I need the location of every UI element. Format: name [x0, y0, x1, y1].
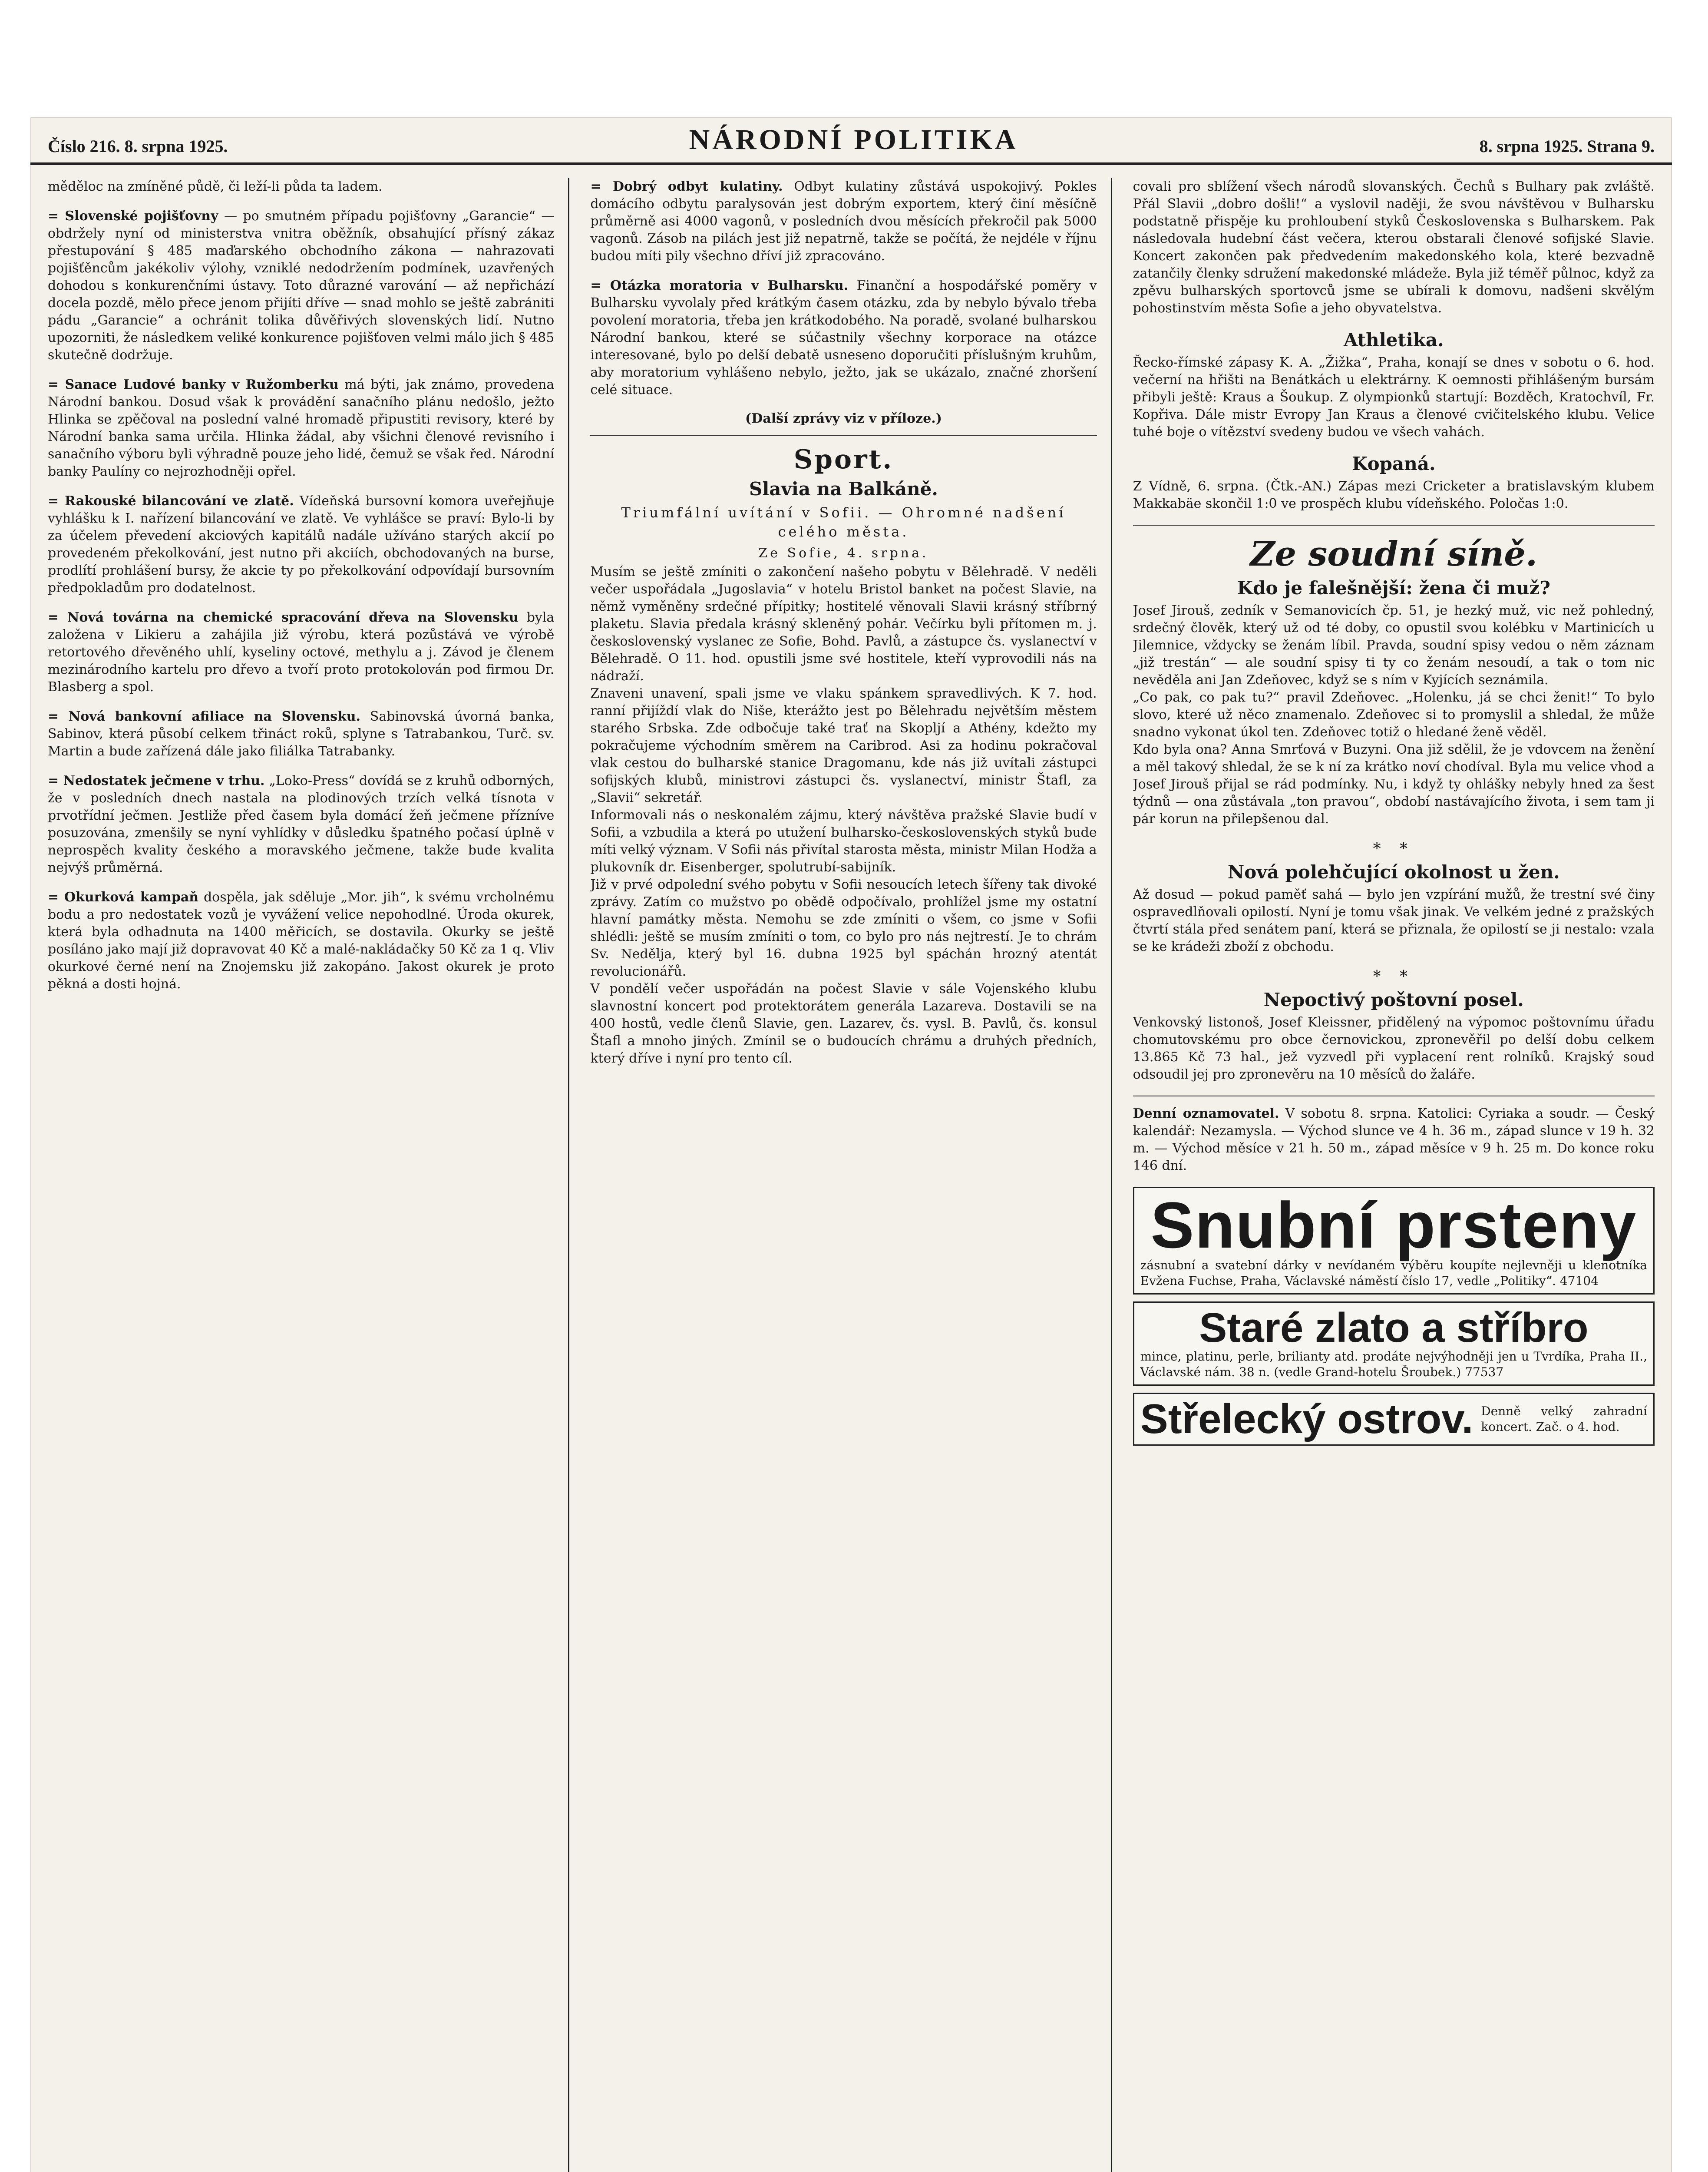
section-title-kopana: Kopaná. [1352, 453, 1436, 474]
paragraph: „Co pak, co pak tu?“ pravil Zdeňovec. „Holenku, já se chci ženit!“ To bylo slovo, které už něco znamenalo. Zdeňovec si to promyslil a shledal, že může snadno vykonat úkol ten. Zdeňovec totiž o hledané ženě věděl. [1133, 690, 1655, 740]
article-text: Odbyt kulatiny zůstává uspokojivý. Pokles domácího odbytu paralysován jest dobrým exportem, který činí měsíčně průměrně asi 4000 vagonů, v posledních dvou měsících překročil pak 5000 vagonů. Zásob na pilách jest již nepatrně, takže se počítá, že nejdéle v říjnu budou míti pily všechno dříví již zpracováno. [590, 179, 1097, 264]
ad-text: mince, platinu, perle, brilianty atd. prodáte nejvýhodněji jen u Tvrdíka, Praha II., Václavské nám. 38 n. (vedle Grand-hotelu Šroubek.) 77537 [1140, 1349, 1647, 1379]
section-title-soud: Ze soudní síně. [1250, 534, 1538, 574]
article-lead: = Dobrý odbyt kulatiny. [590, 179, 783, 194]
article-lead: = Okurková kampaň [48, 890, 199, 905]
paragraph: covali pro sblížení všech národů slovanských. Čechů s Bulhary pak zvláště. Přál Slavii „dobro došli!“ a vyslovil naději, že svou návštěvou v Bulharsku podstatně přispěje ku prohloubení styků Československa s Bulharskem. Pak následovala hudební část večera, kterou obstarali členové sofijské Slavie. Koncert zakončen pak předvedením makedonského kola, které bezvadně zatančily členky sdružení makedonské mládeže. Byla již téměř půlnoc, když za zpěvu bulharských sportovců jsme se ubírali k domovu, nadšeni skvělým pohostinstvím města Sofie a jeho obyvatelstva. [1133, 179, 1655, 316]
column-2 [590, 178, 1112, 2172]
ad-title: Střelecký ostrov. [1140, 1396, 1473, 1442]
advertisement-stare-zlato [1133, 1301, 1655, 1386]
article-text: Sabinovská úvorná banka, Sabinov, která působí celkem třináct roků, splyne s Tatrabankou, Turč. sv. Martin a bude zařízená dále jako filiálka Tatrabanky. [48, 709, 555, 759]
article-continued [1133, 178, 1655, 317]
article-headline: Kdo je falešnější: žena či muž? [1237, 577, 1551, 599]
advertisement-strelecky-ostrov [1133, 1393, 1655, 1446]
newspaper-title: NÁRODNÍ POLITIKA [689, 124, 1018, 156]
more-news-note: (Další zprávy viz v příloze.) [745, 411, 942, 426]
article-lead: = Slovenské pojišťovny [48, 209, 218, 224]
article-headline: Slavia na Balkáně. [749, 478, 938, 500]
article-soudni-sin [1133, 602, 1655, 828]
article-text: měděloc na zmíněné půdě, či leží-li půda ta ladem. [48, 179, 383, 194]
article-polehcujici-okolnost [1133, 886, 1655, 956]
article-text: má býti, jak známo, provedena Národní bankou. Dosud však k provádění sanačního plánu nedošlo, ježto Hlinka se zpěčoval na poslední valné hromadě připustiti revisory, které by Národní banka sama určila. Hlinka žádal, aby všichni členové revisního i sanačního výboru byli výhradně pouze jeho lidé, čemuž se však řed. Národní banky Paulíny co nejrozhodněji opřel. [48, 377, 555, 479]
article-subheadline: Triumfální uvítání v Sofii. — Ohromné nadšení celého města. [621, 504, 1066, 540]
article-headline: Nová polehčující okolnost u žen. [1227, 861, 1560, 883]
columns [48, 178, 1655, 2172]
ad-text: Denně velký zahradní koncert. Zač. o 4. hod. [1481, 1404, 1647, 1434]
newspaper-page [30, 117, 1672, 2172]
article-text: V sobotu 8. srpna. Katolici: Cyriaka a soudr. — Český kalendář: Nezamysla. — Východ slunce ve 4 h. 36 m., západ slunce v 19 h. 32 m. — Východ měsíce v 21 h. 50 m., západ měsíce v 9 h. 25 m. Do konce roku 146 dní. [1133, 1106, 1655, 1173]
article [48, 178, 554, 195]
article-rakouske-bilancovani [48, 493, 554, 597]
article-lead: = Otázka moratoria v Bulharsku. [590, 278, 849, 293]
article-lead: = Rakouské bilancování ve zlatě. [48, 493, 294, 509]
divider [1133, 525, 1655, 526]
paragraph: Musím se ještě zmíniti o zakončení našeho pobytu v Bělehradě. V neděli večer uspořádala „Jugoslavia“ v hotelu Bristol banket na počest Slavie, na němž vyměněny srdečné přípitky; hostitelé věnovali Slavii krásný stříbrný plaketu. Slavia předala krásný skleněný pohár. Večírku byli přítomen m. j. československý vyslanec ze Sofie, Bohd. Pavlů, a zástupce čs. vyslanectví v Bělehradě. O 11. hod. opustili jsme své hostitele, kteří vyprovodili nás na nádraží. [590, 564, 1097, 684]
paragraph: Již v prvé odpolední svého pobytu v Sofii nesoucích letech šířeny tak divoké zprávy. Zatím co mužstvo po obědě odpočívalo, prohlížel jsme my ostatní hlavní památky města. Nemohu se zde zmíniti o všem, co jsme v Sofii shlédli: ještě se musím zmíniti o tom, co bylo pro nás nejtrestí. Je to chrám Sv. Nedělja, který byl 16. dubna 1925 byl spáchán hrozný atentát revolucionářů. [590, 877, 1097, 979]
ad-title: Snubní prsteny [1150, 1189, 1637, 1261]
article-text: Finanční a hospodářské poměry v Bulharsku vyvolaly před krátkým časem otázku, zda by nebylo bývalo třeba povolení moratoria, třeba jen krátkodobého. Na poradě, svolané bulharskou Národní bankou, které se súčastnily všechny korporace na otázce interesované, bylo po delší debatě usneseno doporučiti příslušným kruhům, aby moratorium vyhlášeno nebylo, ježto, jak se ukázalo, značné zhoršení celé situace. [590, 278, 1097, 397]
article-okurkova-kampan [48, 889, 554, 993]
article-denni-oznamovatel [1133, 1105, 1655, 1175]
article-sanace-ludove-banky [48, 376, 554, 480]
paragraph: V pondělí večer uspořádán na počest Slavie v sále Vojenského klubu slavnostní koncert pod protektorátem generála Lazareva. Dostavili se na 400 hostů, vedle členů Slavie, gen. Lazarev, čs. vysl. B. Pavlů, čs. konsul Štafl a mnoho jiných. Zmínil se o budoucích chrámu a druhých předních, který dříve i nyní pro tento cíl. [590, 981, 1097, 1066]
section-title-athletika: Athletika. [1343, 329, 1444, 351]
article-lead: = Sanace Ludové banky v Ružomberku [48, 377, 339, 392]
article-bankovni-afiliace [48, 708, 554, 760]
article-text: „Loko-Press“ dovídá se z kruhů odborných, že v posledních dnech nastala na plodinových trzích velká tísnota v prvotřídní ječmen. Jestliže před časem byla domácí žeň ječmene přízníve posuzována, zmenšily se nyní vyhlídky v důsledku špatného počasí úplně v neprospěch kvality českého a moravského ječmene, takže bude kvalita nejvýš průměrná. [48, 773, 555, 875]
advertisement-snubni-prsteny [1133, 1187, 1655, 1295]
article-text: Vídeňská bursovní komora uveřejňuje vyhlášku k I. nařízení bilancování ve zlatě. Ve vyhlášce se praví: Bylo-li by za účelem převedení akciových kapitálů nadále užíváno starých akcií po provedeném překolkování, jest nutno při akciích, obchodovaných na burse, prodlítí prohlášení bursy, že akcie ty po překolkování odpovídají bursovním předpokladům pro dodatelnost. [48, 493, 555, 596]
page-number: 8. srpna 1925. Strana 9. [1479, 136, 1655, 156]
ad-title: Staré zlato a stříbro [1199, 1305, 1589, 1351]
paragraph: Znaveni unavení, spali jsme ve vlaku spánkem spravedlivých. K 7. hod. ranní přijíždí vlak do Niše, kterážto jest po Bělehradu největším městem starého Srbska. Zde odbočuje také trať na Skopljí a Athény, kdežto my pokračujeme východním směrem na Caribrod. Asi za hodinu pokračoval vlak cestou do bulharské stanice Dragomanu, kde nás již uvítali zástupci sofijských klubů, ministrovi zástupci čs. vyslanectví, ministr Štafl, za „Slavii“ sekretář. [590, 686, 1097, 805]
article-athletika [1133, 354, 1655, 441]
article-kopana [1133, 478, 1655, 513]
ornament-stars: * * [1373, 840, 1415, 858]
article-nedostatek-jecmene [48, 772, 554, 877]
paragraph: Venkovský listonoš, Josef Kleissner, přidělený na výpomoc poštovnímu úřadu chomutovskému pro obce černovickou, zpronevěřil po delší dobu celkem 13.865 Kč 73 hal., jež vyzvedl při vyplacení rent rolníků. Krajský soud odsoudil jej pro zpronevěru na 10 měsíců do žaláře. [1133, 1015, 1655, 1082]
divider [590, 435, 1097, 436]
ad-text: zásnubní a svatební dárky v nevídaném výběru koupíte nejlevněji u klenotníka Evžena Fuchse, Praha, Václavské náměstí číslo 17, vedle „Politiky“. 47104 [1140, 1258, 1647, 1288]
paragraph: Z Vídně, 6. srpna. (Čtk.-AN.) Zápas mezi Cricketer a bratislavským klubem Makkabäe skončil 1:0 ve prospěch klubu vídeňského. Poločas 1:0. [1133, 479, 1655, 511]
issue-number: Číslo 216. 8. srpna 1925. [48, 136, 228, 156]
article-headline: Nepoctivý poštovní posel. [1263, 989, 1524, 1010]
article-text: — po smutném případu pojišťovny „Garancie“ — obdržely nyní od ministerstva vnitra oběžník, obsahující přísný zákaz přestupování § 485 maďarského obchodního zákona — nahrazovati pojišťěncům jakékoliv výlohy, vzniklé nedodržením podmínek, uzavřených dohodou s konkurenčními ústavy. Toto důrazné varování — až nepřichází docela pozdě, mělo přece jenom přijíti dříve — snad mohlo se ještě zabrániti pádu „Garancie“ a ochránit tolika důvěřivých slovenských lidí. Nutno upozorniti, že následkem veliké konkurence pojišťoven velmi málo jich § 485 skutečně dodržuje. [48, 209, 555, 363]
article-tovarna-chemicke [48, 609, 554, 696]
article-slovenske-pojistovny [48, 208, 554, 364]
paragraph: Až dosud — pokud paměť sahá — bylo jen vzpírání mužů, že trestní své činy ospravedlňovali opilostí. Nyní je tomu však jinak. Ve velkém jedné z pražských čtvrtí stála před senátem paní, která se přiznala, že opilostí se ji nestalo: vzala se ke krádeži zboží z obchodu. [1133, 887, 1655, 954]
section-title-sport: Sport. [793, 444, 894, 475]
paragraph: Řecko-římské zápasy K. A. „Žižka“, Praha, konají se dnes v sobotu o 6. hod. večerní na hřišti na Benátkách u elektrárny. K oemnosti přihlášeným bursám přibyli ještě: Kraus a Šoukup. Z olympionků startují: Bozděch, Kratochvíl, Fr. Kopřiva. Dále mistr Evropy Jan Kraus a členové cvičitelského klubu. Velice tuhé boje o vítězství svedeny budou ve všech vahách. [1133, 355, 1655, 440]
article-moratorium [590, 277, 1097, 399]
dateline: Ze Sofie, 4. srpna. [758, 546, 929, 561]
article-text: byla založena v Likieru a zahájila již výrobu, která pozůstává ve výrobě retortového dřevěného uhlí, kyseliny octové, methylu a j. Závod je členem mezinárodního kartelu pro dřevo a tvoří proto protokolován pod firmou Dr. Blasberg a spol. [48, 610, 555, 695]
article-postovni-posel [1133, 1014, 1655, 1083]
column-1 [48, 178, 569, 2172]
paragraph: Informovali nás o neskonalém zájmu, který návštěva pražské Slavie budí v Sofii, a vzbudila a která po utužení bulharsko-československých styků bude míti velký význam. V Sofii nás přivítal starosta města, ministr Milan Hodža a plukovník dr. Eisenberger, spolutrubí-sabijník. [590, 808, 1097, 875]
masthead [30, 117, 1672, 165]
article-lead: = Nedostatek ječmene v trhu. [48, 773, 265, 788]
column-3 [1133, 178, 1655, 2172]
article-lead: = Nová továrna na chemické spracování dřeva na Slovensku [48, 610, 519, 625]
article-slavia-na-balkane [590, 563, 1097, 1067]
paragraph: Kdo byla ona? Anna Smrťová v Buzyni. Ona již sdělil, že je vdovcem na ženění a měl takový shledal, že se k ní za krátko noví chodíval. Byla mu velice vhod a Josef Jirouš přijal se rád podmínky. Nu, i když ty ohlášky nebyly hned za šest týdnů — ona zůstávala „ton pravou“, období nastávajícího života, i sem tam ji pár korun na přilepšenou dal. [1133, 742, 1655, 827]
ornament-stars: * * [1373, 968, 1415, 986]
article-text: dospěla, jak sděluje „Mor. jih“, k svému vrcholnému bodu a pro nedostatek vozů je vyvážení velice nepohodlné. Úroda okurek, která byla odhadnuta na 1400 měřicích, se dostavila. Okurky se ještě posíláno jako mají již dopravovat 40 Kč a malé-nakládačky 50 Kč za 1 q. Vliv okurkové černé není na Znojemsku již zakopáno. Jakost okurek je proto pěkná a dosti hojná. [48, 890, 555, 992]
article-lead: = Nová bankovní afiliace na Slovensku. [48, 709, 361, 724]
paragraph: Josef Jirouš, zedník v Semanovicích čp. 51, je hezký muž, vic než pohledný, srdečný člověk, který už od té doby, co opustil svou kolébku v Martinicích u Jilemnice, vždycky se ženám líbil. Pravda, soudní spisy vedou o něm záznam „již trestán“ — ale soudní spisy ti ty co ženám nesoudí, a tak o tom nic nevěděla ani Jan Zdeňovec, když se s ním v Kyjících seznámila. [1133, 603, 1655, 688]
article-lead: Denní oznamovatel. [1133, 1106, 1279, 1121]
article-dobry-odbyt [590, 178, 1097, 265]
